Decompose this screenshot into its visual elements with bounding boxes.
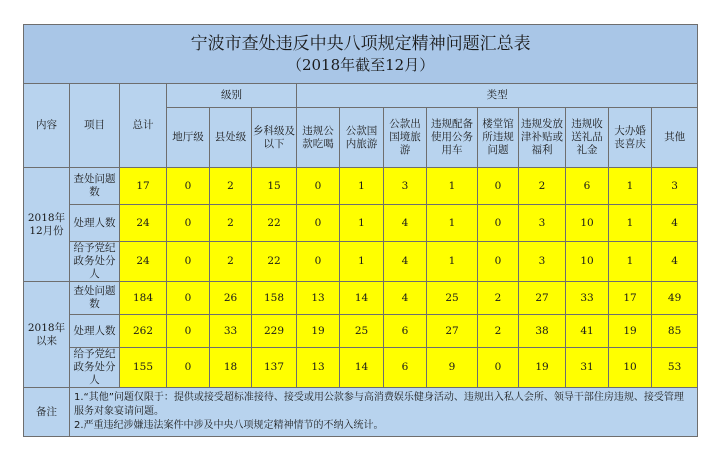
cell-value: 9 [427,348,478,388]
cell-value: 31 [566,348,609,388]
cell-total: 24 [120,242,167,282]
cell-value: 2 [478,282,519,315]
cell-value: 0 [297,205,340,242]
cell-value: 22 [252,242,297,282]
cell-value: 0 [167,168,210,205]
cell-value: 18 [210,348,252,388]
cell-value: 0 [167,282,210,315]
cell-value: 1 [609,242,652,282]
header-type: 违规公款吃喝 [297,108,340,168]
cell-value: 1 [427,205,478,242]
row-item-label: 处理人数 [70,315,120,348]
cell-value: 229 [252,315,297,348]
header-type: 公款国内旅游 [340,108,384,168]
cell-total: 24 [120,205,167,242]
cell-value: 38 [519,315,566,348]
cell-value: 14 [340,282,384,315]
cell-value: 0 [478,168,519,205]
table-row [24,242,698,282]
summary-table [23,24,698,437]
group-label: 2018年12月份 [24,168,70,282]
cell-value: 27 [519,282,566,315]
title-line-2: （2018年截至12月） [286,56,435,74]
cell-total: 155 [120,348,167,388]
cell-value: 4 [652,205,698,242]
header-content: 内容 [24,84,70,168]
cell-value: 19 [297,315,340,348]
cell-value: 1 [340,168,384,205]
cell-value: 25 [340,315,384,348]
cell-value: 1 [609,168,652,205]
title-line-1: 宁波市查处违反中央八项规定精神问题汇总表 [190,34,531,54]
cell-value: 10 [609,348,652,388]
cell-value: 1 [340,242,384,282]
cell-value: 0 [167,348,210,388]
cell-value: 6 [384,315,427,348]
row-item-label: 给予党纪政务处分人 [70,242,120,282]
cell-value: 3 [384,168,427,205]
header-level: 县处级 [210,108,252,168]
cell-value: 13 [297,348,340,388]
cell-value: 4 [384,205,427,242]
cell-value: 137 [252,348,297,388]
row-item-label: 处理人数 [70,205,120,242]
cell-value: 0 [478,242,519,282]
cell-value: 0 [167,205,210,242]
header-type: 违规发放津补贴或福利 [519,108,566,168]
cell-value: 0 [297,168,340,205]
cell-value: 4 [384,282,427,315]
cell-value: 19 [609,315,652,348]
cell-value: 85 [652,315,698,348]
summary-table-wrapper [23,24,697,437]
cell-value: 0 [167,242,210,282]
table-row [24,282,698,315]
note-line-1: 1.“其他”问题仅限于：提供或接受超标准接待、接受或用公款参与高消费娱乐健身活动、违规出入私人会所、领导干部住房违规、接受管理服务对象宴请问题。 [74,392,684,417]
group-label: 2018年以来 [24,282,70,388]
cell-total: 17 [120,168,167,205]
cell-value: 0 [167,315,210,348]
table-row [24,168,698,205]
header-type: 其他 [652,108,698,168]
cell-value: 14 [340,348,384,388]
cell-value: 25 [427,282,478,315]
cell-value: 2 [210,242,252,282]
row-item-label: 查处问题数 [70,168,120,205]
header-type: 楼堂馆所违规问题 [478,108,519,168]
cell-value: 10 [566,242,609,282]
cell-value: 2 [519,168,566,205]
cell-value: 0 [478,205,519,242]
cell-value: 3 [519,242,566,282]
cell-value: 1 [427,242,478,282]
cell-total: 262 [120,315,167,348]
cell-value: 17 [609,282,652,315]
cell-value: 27 [427,315,478,348]
cell-total: 184 [120,282,167,315]
header-level-group: 级别 [167,84,297,108]
header-type: 大办婚丧喜庆 [609,108,652,168]
row-item-label: 查处问题数 [70,282,120,315]
cell-value: 2 [210,168,252,205]
cell-value: 15 [252,168,297,205]
cell-value: 6 [384,348,427,388]
header-type-group: 类型 [297,84,698,108]
cell-value: 2 [210,205,252,242]
cell-value: 13 [297,282,340,315]
cell-value: 41 [566,315,609,348]
cell-value: 0 [297,242,340,282]
cell-value: 3 [519,205,566,242]
cell-value: 33 [210,315,252,348]
header-level: 地厅级 [167,108,210,168]
cell-value: 158 [252,282,297,315]
header-level: 乡科级及以下 [252,108,297,168]
header-item: 项目 [70,84,120,168]
cell-value: 22 [252,205,297,242]
row-item-label: 给予党纪政务处分人 [70,348,120,388]
cell-value: 1 [427,168,478,205]
table-row [24,315,698,348]
cell-value: 49 [652,282,698,315]
header-type: 违规收送礼品礼金 [566,108,609,168]
cell-value: 1 [340,205,384,242]
header-type: 公款出国境旅游 [384,108,427,168]
cell-value: 10 [566,205,609,242]
notes-body [70,388,698,437]
cell-value: 33 [566,282,609,315]
table-title [24,25,698,84]
table-row [24,348,698,388]
cell-value: 2 [478,315,519,348]
cell-value: 4 [652,242,698,282]
cell-value: 53 [652,348,698,388]
note-line-2: 2.严重违纪涉嫌违法案件中涉及中央八项规定精神情节的不纳入统计。 [74,420,384,431]
cell-value: 4 [384,242,427,282]
header-type: 违规配备使用公务用车 [427,108,478,168]
notes-label: 备注 [24,388,70,437]
cell-value: 0 [478,348,519,388]
cell-value: 3 [652,168,698,205]
cell-value: 1 [609,205,652,242]
table-row [24,205,698,242]
header-total: 总计 [120,84,167,168]
cell-value: 19 [519,348,566,388]
cell-value: 26 [210,282,252,315]
cell-value: 6 [566,168,609,205]
